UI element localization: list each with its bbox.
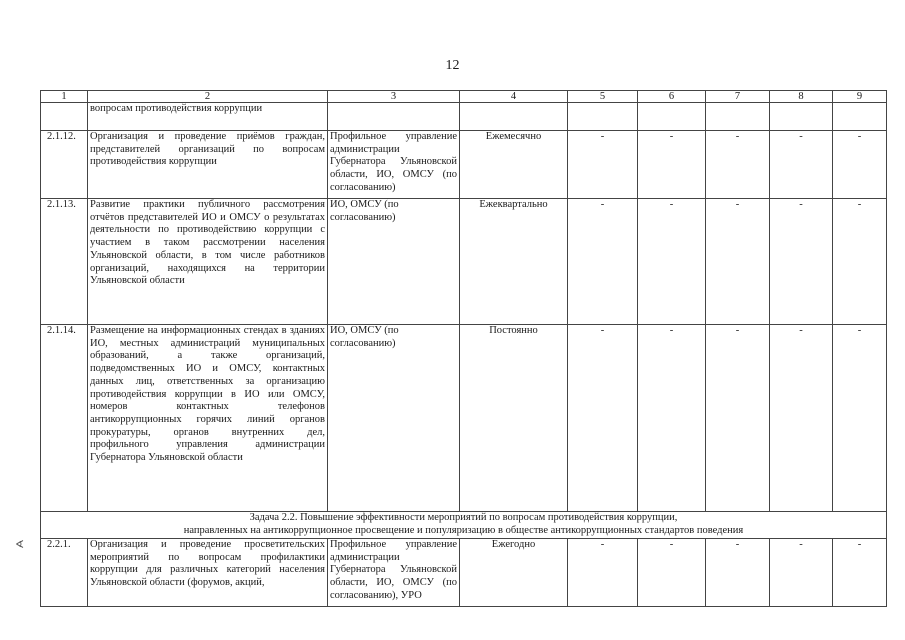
- item-responsible: ИО, ОМСУ (по согласованию): [328, 199, 460, 325]
- value-cell: -: [833, 325, 887, 512]
- value-cell: -: [706, 199, 770, 325]
- item-period: Постоянно: [460, 325, 568, 512]
- header-row: [41, 91, 887, 103]
- value-cell: -: [770, 325, 833, 512]
- table-row: [41, 325, 887, 512]
- item-period: Ежеквартально: [460, 199, 568, 325]
- task-line-2: направленных на антикоррупционное просвещение и популяризацию в обществе антикоррупционных стандартов поведения: [183, 524, 744, 536]
- item-description: Размещение на информационных стендах в зданиях ИО, местных администраций муниципальных образований, а также организаций, подведомственных ИО и ОМСУ, контактных данных лиц, ответственных за организацию противодействия коррупции в ИО или ОМСУ, номеров контактных телефонов антикоррупционных горячих линий органов прокуратуры, органов внутренних дел, профильного управления администрации Губернатора Ульяновской области: [88, 325, 328, 512]
- value-cell: -: [770, 131, 833, 199]
- item-period: Ежегодно: [460, 539, 568, 607]
- task-heading: [41, 512, 887, 539]
- value-cell: -: [568, 325, 638, 512]
- value-cell: -: [833, 199, 887, 325]
- value-cell: [638, 103, 706, 131]
- header-cell: 4: [460, 91, 568, 103]
- task-row: [41, 512, 887, 539]
- value-cell: -: [638, 199, 706, 325]
- table-row: [41, 199, 887, 325]
- header-cell: 9: [833, 91, 887, 103]
- item-period: Ежемесячно: [460, 131, 568, 199]
- header-cell: 6: [638, 91, 706, 103]
- table-row: [41, 103, 887, 131]
- value-cell: -: [833, 131, 887, 199]
- item-number: 2.1.14.: [41, 325, 88, 512]
- value-cell: -: [706, 325, 770, 512]
- value-cell: -: [833, 539, 887, 607]
- item-description: Организация и проведение приёмов граждан, представителей организаций по вопросам противодействия коррупции: [88, 131, 328, 199]
- value-cell: [568, 103, 638, 131]
- header-cell: 7: [706, 91, 770, 103]
- page-number: 12: [445, 58, 460, 73]
- item-description: вопросам противодействия коррупции: [88, 103, 328, 131]
- item-responsible: Профильное управление администрации Губернатора Ульяновской области, ИО, ОМСУ (по согласованию), УРО: [328, 539, 460, 607]
- item-number: 2.2.1.: [41, 539, 88, 607]
- margin-mark: ∢: [15, 539, 25, 551]
- header-cell: 8: [770, 91, 833, 103]
- value-cell: -: [568, 539, 638, 607]
- value-cell: -: [770, 199, 833, 325]
- table-row: [41, 131, 887, 199]
- item-description: Развитие практики публичного рассмотрения отчётов представителей ИО и ОМСУ о результатах деятельности по противодействию коррупции с участием в таком рассмотрении населения Ульяновской области, в том числе работников организаций, находящихся на территории Ульяновской области: [88, 199, 328, 325]
- item-responsible: ИО, ОМСУ (по согласованию): [328, 325, 460, 512]
- item-number: 2.1.13.: [41, 199, 88, 325]
- task-line-1: Задача 2.2. Повышение эффективности мероприятий по вопросам противодействия коррупции,: [249, 512, 678, 523]
- value-cell: -: [770, 539, 833, 607]
- item-number: [41, 103, 88, 131]
- table-row: [41, 539, 887, 607]
- item-number: 2.1.12.: [41, 131, 88, 199]
- header-cell: 5: [568, 91, 638, 103]
- value-cell: -: [638, 325, 706, 512]
- item-period: [460, 103, 568, 131]
- measures-table: [40, 90, 887, 607]
- item-responsible: [328, 103, 460, 131]
- item-description: Организация и проведение просветительских мероприятий по вопросам профилактики коррупции для различных категорий населения Ульяновской области (форумов, акций,: [88, 539, 328, 607]
- header-cell: 1: [41, 91, 88, 103]
- value-cell: -: [568, 131, 638, 199]
- value-cell: [706, 103, 770, 131]
- value-cell: [770, 103, 833, 131]
- value-cell: -: [638, 539, 706, 607]
- value-cell: [833, 103, 887, 131]
- header-cell: 2: [88, 91, 328, 103]
- value-cell: -: [638, 131, 706, 199]
- value-cell: -: [706, 131, 770, 199]
- item-responsible: Профильное управление администрации Губернатора Ульяновской области, ИО, ОМСУ (по согласованию): [328, 131, 460, 199]
- value-cell: -: [568, 199, 638, 325]
- header-cell: 3: [328, 91, 460, 103]
- value-cell: -: [706, 539, 770, 607]
